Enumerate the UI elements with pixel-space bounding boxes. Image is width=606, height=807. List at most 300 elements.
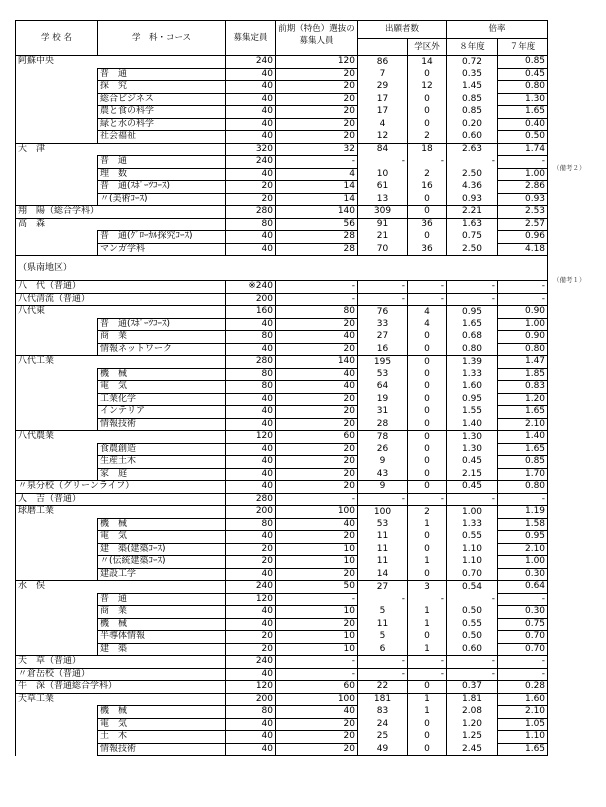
course-name: 情報技術 — [98, 418, 226, 431]
header-course: 学 科・コース — [98, 21, 226, 56]
ratio-year8: 0.45 — [447, 456, 498, 469]
ratio-year7: 0.90 — [498, 306, 548, 319]
ratio-year8: 1.30 — [447, 431, 498, 444]
applicants: 22 — [358, 681, 408, 694]
course-name: 家 庭 — [98, 468, 226, 481]
capacity: 200 — [226, 693, 276, 706]
capacity: 40 — [226, 418, 276, 431]
course-row — [16, 706, 548, 719]
early-quota: 20 — [276, 406, 358, 419]
applicants: 70 — [358, 243, 408, 256]
ratio-year8: 1.10 — [447, 556, 498, 569]
school-blank — [16, 518, 98, 531]
course-name: 半導体情報 — [98, 631, 226, 644]
ratio-year7: 1.60 — [498, 693, 548, 706]
ratio-year7: 2.57 — [498, 218, 548, 231]
school-row — [16, 693, 548, 706]
ratio-year8: 1.33 — [447, 368, 498, 381]
school-name: 八代清流（普通） — [16, 293, 226, 306]
outside-district: 0 — [408, 356, 447, 369]
applicants: 100 — [358, 506, 408, 519]
school-blank — [16, 106, 98, 119]
ratio-year7: 0.80 — [498, 81, 548, 94]
applicants: 11 — [358, 618, 408, 631]
course-row — [16, 406, 548, 419]
course-name: 社会福祉 — [98, 131, 226, 144]
outside-district: 4 — [408, 318, 447, 331]
school-row — [16, 218, 548, 231]
ratio-year8: - — [447, 156, 498, 169]
course-name: 普 通(ｸﾞﾛｰｶﾙ探究ｺｰｽ) — [98, 231, 226, 244]
outside-district: - — [408, 293, 447, 306]
capacity: 240 — [226, 656, 276, 669]
applicants: - — [358, 293, 408, 306]
applicants: 24 — [358, 718, 408, 731]
school-blank — [16, 193, 98, 206]
course-name: 普 通 — [98, 68, 226, 81]
outside-district: 0 — [408, 681, 447, 694]
applicants: - — [358, 656, 408, 669]
early-quota: 10 — [276, 543, 358, 556]
capacity: ※240 — [226, 281, 276, 294]
ratio-year8: 0.50 — [447, 606, 498, 619]
ratio-year8: - — [447, 668, 498, 681]
early-quota: - — [276, 493, 358, 506]
applicants: 84 — [358, 143, 408, 156]
capacity: 40 — [226, 68, 276, 81]
ratio-year8: 0.55 — [447, 618, 498, 631]
ratio-year8: 0.68 — [447, 331, 498, 344]
header-year7: ７年度 — [498, 39, 548, 56]
school-name: 水 俣 — [16, 581, 226, 594]
early-quota: 40 — [276, 706, 358, 719]
ratio-year7: 0.95 — [498, 531, 548, 544]
ratio-year7: 1.65 — [498, 443, 548, 456]
course-row — [16, 343, 548, 356]
early-quota: 50 — [276, 581, 358, 594]
applicants: 43 — [358, 468, 408, 481]
ratio-year8: 1.81 — [447, 693, 498, 706]
outside-district: 0 — [408, 718, 447, 731]
capacity: 120 — [226, 431, 276, 444]
ratio-year8: 0.20 — [447, 118, 498, 131]
course-name: 食農創造 — [98, 443, 226, 456]
capacity: 120 — [226, 593, 276, 606]
ratio-year8: 2.15 — [447, 468, 498, 481]
ratio-year8: 2.45 — [447, 743, 498, 756]
capacity: 20 — [226, 181, 276, 194]
ratio-year7: 1.00 — [498, 168, 548, 181]
school-name: 人 吉（普通） — [16, 493, 226, 506]
ratio-year8: 2.63 — [447, 143, 498, 156]
applicants: - — [358, 281, 408, 294]
school-row — [16, 56, 548, 69]
school-name: 〃泉分校（グリーンライフ） — [16, 481, 226, 494]
ratio-year8: 1.25 — [447, 731, 498, 744]
capacity: 40 — [226, 406, 276, 419]
header-year8: ８年度 — [447, 39, 498, 56]
course-name: 電 気 — [98, 531, 226, 544]
ratio-year8: - — [447, 281, 498, 294]
school-row — [16, 143, 548, 156]
early-quota: 20 — [276, 731, 358, 744]
applicants: 9 — [358, 456, 408, 469]
ratio-year7: 0.50 — [498, 131, 548, 144]
capacity: 80 — [226, 218, 276, 231]
outside-district: 0 — [408, 193, 447, 206]
ratio-year8: 0.85 — [447, 106, 498, 119]
ratio-year7: 0.85 — [498, 56, 548, 69]
applicants: 6 — [358, 643, 408, 656]
ratio-year8: 0.55 — [447, 531, 498, 544]
applicants: 17 — [358, 93, 408, 106]
applicants: 86 — [358, 56, 408, 69]
course-name: マンガ学科 — [98, 243, 226, 256]
ratio-year8: 1.45 — [447, 81, 498, 94]
header-early-selection: 前期（特色）選抜の募集人員 — [276, 21, 358, 56]
outside-district: 0 — [408, 568, 447, 581]
ratio-year8: 1.65 — [447, 318, 498, 331]
course-row — [16, 318, 548, 331]
ratio-year7: 0.64 — [498, 581, 548, 594]
ratio-year7: 1.74 — [498, 143, 548, 156]
early-quota: 4 — [276, 168, 358, 181]
region-label: （県南地区） — [16, 256, 548, 281]
applicants: 27 — [358, 331, 408, 344]
applicants: 17 — [358, 106, 408, 119]
school-blank — [16, 468, 98, 481]
outside-district: - — [408, 593, 447, 606]
ratio-year8: 0.85 — [447, 93, 498, 106]
course-row — [16, 518, 548, 531]
course-name: 建 築(建築ｺｰｽ) — [98, 543, 226, 556]
ratio-year8: 2.08 — [447, 706, 498, 719]
early-quota: 20 — [276, 743, 358, 756]
ratio-year7: 1.10 — [498, 731, 548, 744]
early-quota: 10 — [276, 606, 358, 619]
course-name: 建 築 — [98, 643, 226, 656]
school-name: 球磨工業 — [16, 506, 226, 519]
ratio-year7: 0.45 — [498, 68, 548, 81]
school-name: 〃倉岳校（普通） — [16, 668, 226, 681]
course-row — [16, 618, 548, 631]
outside-district: 0 — [408, 331, 447, 344]
school-row — [16, 506, 548, 519]
course-row — [16, 643, 548, 656]
school-row — [16, 206, 548, 219]
school-row — [16, 281, 548, 294]
ratio-year7: 1.19 — [498, 506, 548, 519]
course-row — [16, 93, 548, 106]
capacity: 20 — [226, 193, 276, 206]
early-quota: 20 — [276, 393, 358, 406]
outside-district: 0 — [408, 443, 447, 456]
course-name: インテリア — [98, 406, 226, 419]
course-name: 農と食の科学 — [98, 106, 226, 119]
school-row — [16, 481, 548, 494]
early-quota: 20 — [276, 568, 358, 581]
capacity: 40 — [226, 443, 276, 456]
applicants: 49 — [358, 743, 408, 756]
school-blank — [16, 593, 98, 606]
admissions-table — [15, 20, 548, 756]
capacity: 40 — [226, 93, 276, 106]
course-row — [16, 418, 548, 431]
ratio-year8: 2.50 — [447, 243, 498, 256]
early-quota: 100 — [276, 693, 358, 706]
ratio-year8: 0.37 — [447, 681, 498, 694]
capacity: 200 — [226, 506, 276, 519]
applicants: 19 — [358, 393, 408, 406]
capacity: 40 — [226, 81, 276, 94]
ratio-year7: 1.47 — [498, 356, 548, 369]
outside-district: 2 — [408, 131, 447, 144]
outside-district: 0 — [408, 631, 447, 644]
outside-district: 0 — [408, 393, 447, 406]
school-blank — [16, 531, 98, 544]
ratio-year8: 0.54 — [447, 581, 498, 594]
early-quota: - — [276, 281, 358, 294]
ratio-year8: 1.30 — [447, 443, 498, 456]
course-row — [16, 718, 548, 731]
capacity: 40 — [226, 668, 276, 681]
school-blank — [16, 231, 98, 244]
school-blank — [16, 68, 98, 81]
outside-district: 14 — [408, 56, 447, 69]
outside-district: 0 — [408, 481, 447, 494]
course-name: 情報技術 — [98, 743, 226, 756]
applicants: 4 — [358, 118, 408, 131]
ratio-year7: 2.10 — [498, 543, 548, 556]
ratio-year7: 0.70 — [498, 643, 548, 656]
course-name: 〃(伝統建築ｺｰｽ) — [98, 556, 226, 569]
school-blank — [16, 568, 98, 581]
capacity: 280 — [226, 206, 276, 219]
table-header — [16, 21, 548, 56]
outside-district: 0 — [408, 456, 447, 469]
outside-district: 18 — [408, 143, 447, 156]
applicants: 309 — [358, 206, 408, 219]
early-quota: 60 — [276, 681, 358, 694]
outside-district: - — [408, 281, 447, 294]
capacity: 20 — [226, 556, 276, 569]
school-blank — [16, 81, 98, 94]
applicants: 61 — [358, 181, 408, 194]
outside-district: 4 — [408, 306, 447, 319]
school-blank — [16, 343, 98, 356]
school-row — [16, 431, 548, 444]
early-quota: 20 — [276, 418, 358, 431]
school-blank — [16, 168, 98, 181]
ratio-year8: 0.95 — [447, 393, 498, 406]
ratio-year7: 0.40 — [498, 118, 548, 131]
school-blank — [16, 406, 98, 419]
outside-district: 0 — [408, 468, 447, 481]
outside-district: 1 — [408, 693, 447, 706]
early-quota: 28 — [276, 243, 358, 256]
ratio-year7: 1.20 — [498, 393, 548, 406]
ratio-year8: - — [447, 593, 498, 606]
ratio-year8: 2.50 — [447, 168, 498, 181]
applicants: 9 — [358, 481, 408, 494]
outside-district: 0 — [408, 343, 447, 356]
applicants: 91 — [358, 218, 408, 231]
ratio-year8: 0.35 — [447, 68, 498, 81]
applicants: 195 — [358, 356, 408, 369]
early-quota: - — [276, 668, 358, 681]
capacity: 40 — [226, 456, 276, 469]
ratio-year8: 1.20 — [447, 718, 498, 731]
ratio-year8: - — [447, 293, 498, 306]
applicants: 5 — [358, 606, 408, 619]
school-name: 牛 深（普通総合学科） — [16, 681, 226, 694]
outside-district: 1 — [408, 643, 447, 656]
capacity: 280 — [226, 493, 276, 506]
capacity: 80 — [226, 368, 276, 381]
course-row — [16, 156, 548, 169]
capacity: 40 — [226, 531, 276, 544]
ratio-year8: 2.21 — [447, 206, 498, 219]
outside-district: 16 — [408, 181, 447, 194]
applicants: 64 — [358, 381, 408, 394]
course-row — [16, 68, 548, 81]
early-quota: - — [276, 156, 358, 169]
school-row — [16, 656, 548, 669]
early-quota: - — [276, 293, 358, 306]
ratio-year8: 1.55 — [447, 406, 498, 419]
early-quota: 32 — [276, 143, 358, 156]
school-row — [16, 306, 548, 319]
school-name: 八代農業 — [16, 431, 226, 444]
ratio-year7: 0.85 — [498, 456, 548, 469]
course-name: 電 気 — [98, 718, 226, 731]
applicants: 31 — [358, 406, 408, 419]
course-row — [16, 81, 548, 94]
capacity: 40 — [226, 718, 276, 731]
capacity: 240 — [226, 581, 276, 594]
capacity: 40 — [226, 106, 276, 119]
applicants: 13 — [358, 193, 408, 206]
ratio-year7: - — [498, 293, 548, 306]
course-row — [16, 731, 548, 744]
capacity: 40 — [226, 318, 276, 331]
capacity: 40 — [226, 568, 276, 581]
outside-district: 0 — [408, 743, 447, 756]
early-quota: 40 — [276, 381, 358, 394]
school-name: 天 草（普通） — [16, 656, 226, 669]
course-name: 普 通 — [98, 156, 226, 169]
early-quota: 10 — [276, 643, 358, 656]
course-name: 情報ネットワーク — [98, 343, 226, 356]
school-blank — [16, 443, 98, 456]
ratio-year7: 2.10 — [498, 706, 548, 719]
ratio-year8: 1.10 — [447, 543, 498, 556]
school-blank — [16, 706, 98, 719]
ratio-year7: - — [498, 668, 548, 681]
capacity: 20 — [226, 643, 276, 656]
applicants: 10 — [358, 168, 408, 181]
ratio-year8: 0.70 — [447, 568, 498, 581]
capacity: 320 — [226, 143, 276, 156]
capacity: 80 — [226, 518, 276, 531]
school-blank — [16, 618, 98, 631]
capacity: 40 — [226, 243, 276, 256]
applicants: 33 — [358, 318, 408, 331]
early-quota: 14 — [276, 181, 358, 194]
early-quota: 20 — [276, 106, 358, 119]
early-quota: 20 — [276, 118, 358, 131]
outside-district: 0 — [408, 206, 447, 219]
school-row — [16, 581, 548, 594]
course-name: 普 通(ｽﾎﾟｰﾂｺｰｽ) — [98, 181, 226, 194]
applicants: 7 — [358, 68, 408, 81]
early-quota: 14 — [276, 193, 358, 206]
ratio-year8: 0.72 — [447, 56, 498, 69]
capacity: 80 — [226, 706, 276, 719]
course-row — [16, 631, 548, 644]
school-name: 八 代（普通） — [16, 281, 226, 294]
school-blank — [16, 456, 98, 469]
capacity: 200 — [226, 293, 276, 306]
ratio-year7: 1.58 — [498, 518, 548, 531]
note-1: （備考１） — [553, 276, 586, 284]
outside-district: 0 — [408, 68, 447, 81]
header-ratio: 倍率 — [447, 21, 548, 39]
header-applicants: 出願者数 — [358, 21, 447, 39]
school-blank — [16, 631, 98, 644]
ratio-year7: 1.40 — [498, 431, 548, 444]
early-quota: 20 — [276, 531, 358, 544]
course-name: 機 械 — [98, 618, 226, 631]
applicants: 181 — [358, 693, 408, 706]
ratio-year7: 4.18 — [498, 243, 548, 256]
early-quota: 20 — [276, 68, 358, 81]
ratio-year7: 0.83 — [498, 381, 548, 394]
early-quota: 20 — [276, 343, 358, 356]
school-name: 高 森 — [16, 218, 226, 231]
note-2: （備考２） — [553, 164, 586, 172]
applicants: 83 — [358, 706, 408, 719]
course-name: 緑と水の科学 — [98, 118, 226, 131]
capacity: 20 — [226, 543, 276, 556]
course-row — [16, 168, 548, 181]
early-quota: 20 — [276, 618, 358, 631]
course-row — [16, 556, 548, 569]
ratio-year8: 0.80 — [447, 343, 498, 356]
header-outside-district: 学区外 — [408, 39, 447, 56]
ratio-year7: 0.30 — [498, 606, 548, 619]
ratio-year8: 1.40 — [447, 418, 498, 431]
school-blank — [16, 368, 98, 381]
early-quota: 40 — [276, 368, 358, 381]
outside-district: 0 — [408, 543, 447, 556]
applicants: 29 — [358, 81, 408, 94]
early-quota: 56 — [276, 218, 358, 231]
outside-district: 12 — [408, 81, 447, 94]
outside-district: 0 — [408, 418, 447, 431]
school-name: 大 津 — [16, 143, 226, 156]
early-quota: 20 — [276, 718, 358, 731]
school-name: 八代工業 — [16, 356, 226, 369]
ratio-year7: 1.85 — [498, 368, 548, 381]
ratio-year8: 0.60 — [447, 131, 498, 144]
early-quota: - — [276, 593, 358, 606]
ratio-year7: 2.10 — [498, 418, 548, 431]
ratio-year7: 1.00 — [498, 556, 548, 569]
school-name: 八代東 — [16, 306, 226, 319]
course-row — [16, 531, 548, 544]
applicants: 27 — [358, 581, 408, 594]
